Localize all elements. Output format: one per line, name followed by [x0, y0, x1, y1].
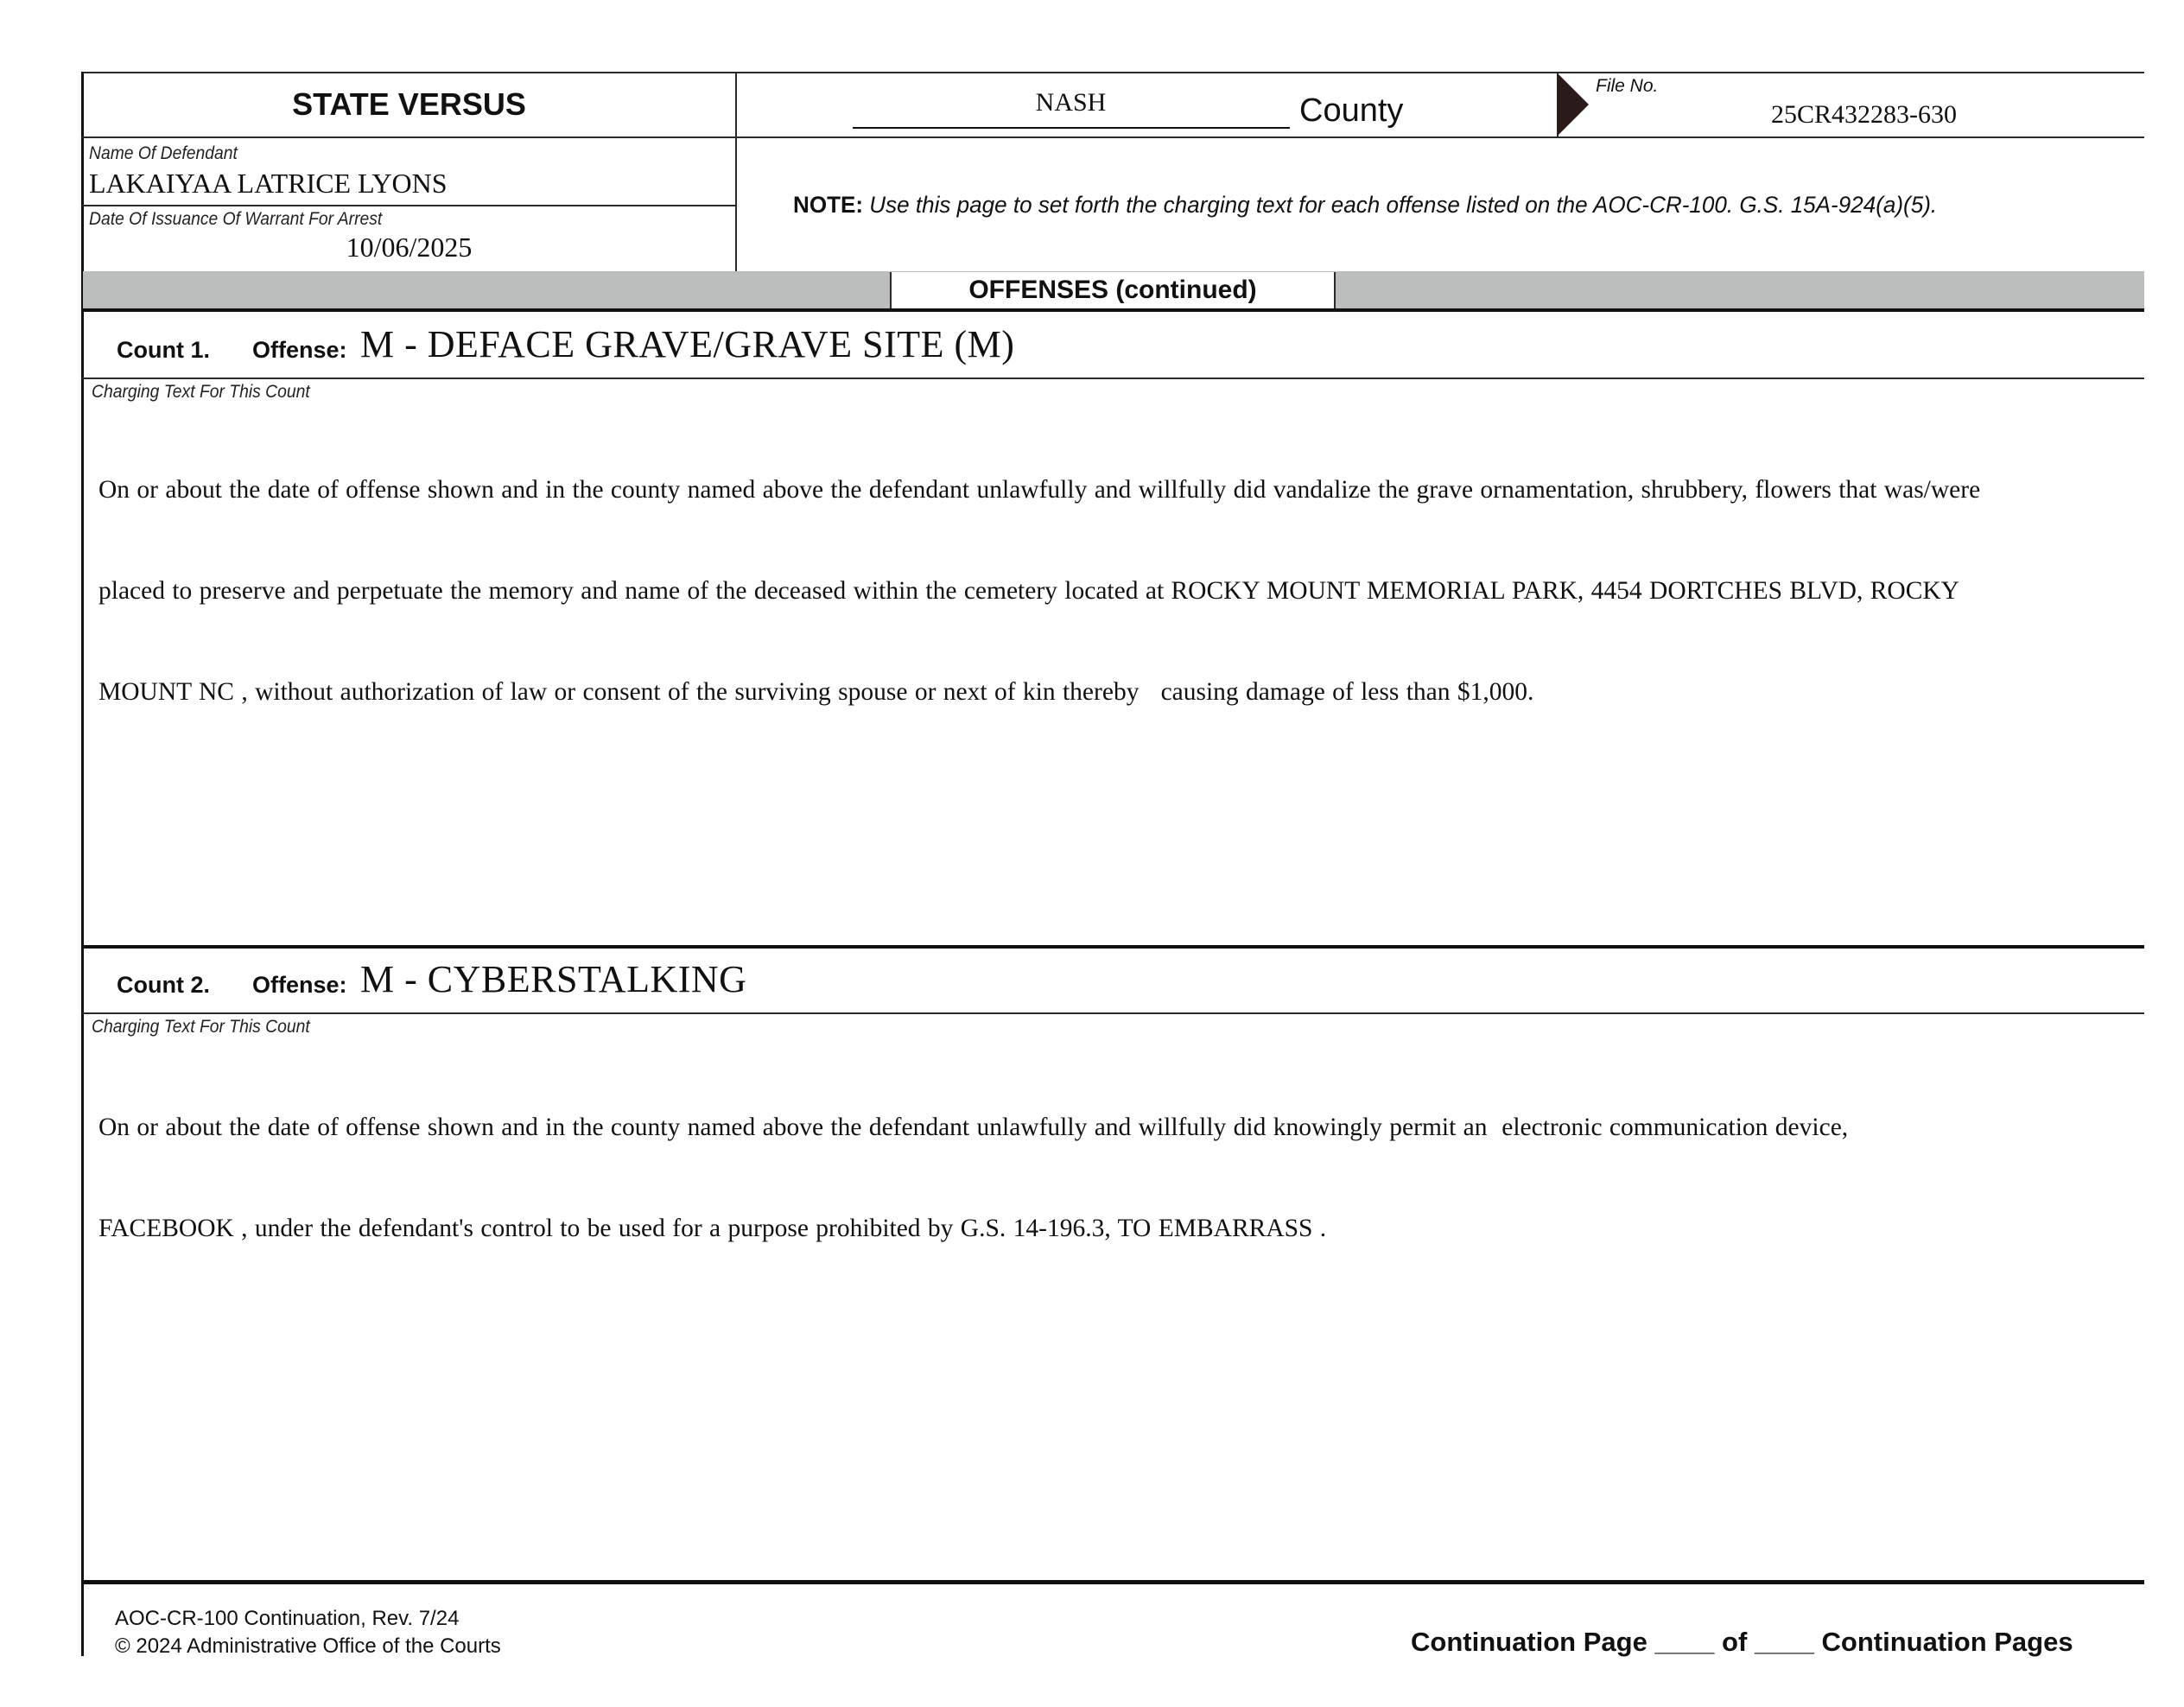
note-text: Use this page to set forth the charging text for each offense listed on the AOC-CR-100. G.S. 15A-924(a)(5).	[863, 192, 1938, 218]
count-1-charging-text	[98, 406, 2146, 777]
form-id: AOC-CR-100 Continuation, Rev. 7/24	[115, 1607, 460, 1630]
continuation-total-blank: ____	[1754, 1627, 1814, 1657]
note-prefix: NOTE:	[793, 192, 864, 218]
continuation-suffix: Continuation Pages	[1821, 1627, 2073, 1657]
name-date-rule	[82, 205, 736, 206]
file-no-label: File No.	[1596, 76, 1659, 96]
count-2-rule	[82, 1012, 2144, 1014]
count-1-charging-label: Charging Text For This Count	[92, 382, 310, 402]
count-1-label: Count 1.	[117, 337, 210, 363]
warrant-date-label: Date Of Issuance Of Warrant For Arrest	[89, 209, 383, 229]
count-1-rule	[82, 378, 2144, 379]
charging-line: On or about the date of offense shown and in the county named above the defendant unlawfully and willfully did knowingly permit an electronic communication device,	[98, 1114, 1849, 1141]
count-1-offense-value: M - DEFACE GRAVE/GRAVE SITE (M)	[360, 323, 1015, 365]
continuation-of: of	[1722, 1627, 1748, 1657]
copyright: © 2024 Administrative Office of the Courts	[115, 1634, 501, 1658]
defendant-name-label: Name Of Defendant	[89, 143, 238, 163]
count-2-charging-text	[98, 1044, 2146, 1313]
count-2-charging-label: Charging Text For This Count	[92, 1017, 310, 1037]
county-underline	[853, 127, 1290, 129]
count-1-offense-label: Offense:	[252, 337, 347, 363]
charging-line: On or about the date of offense shown and in the county named above the defendant unlawfully and willfully did vandalize the grave ornamentation, shrubbery, flowers that was/were	[98, 476, 1981, 504]
charging-line: MOUNT NC , without authorization of law or consent of the surviving spouse or next of kin thereby causing damage of less than $1,000.	[98, 678, 1534, 706]
warrant-date-value: 10/06/2025	[346, 232, 473, 263]
triangle-right-icon	[1558, 73, 1589, 136]
footer-rule	[82, 1580, 2144, 1584]
continuation-page-indicator	[1411, 1627, 2073, 1658]
file-no-value: 25CR432283-630	[1771, 100, 1958, 129]
defendant-name-value: LAKAIYAA LATRICE LYONS	[89, 168, 448, 199]
county-label: County	[1299, 92, 1404, 129]
count-2-offense-value: M - CYBERSTALKING	[360, 958, 747, 1000]
continuation-prefix: Continuation Page	[1411, 1627, 1648, 1657]
offenses-banner-label: OFFENSES (continued)	[890, 272, 1336, 308]
count-2-label: Count 2.	[117, 972, 210, 998]
state-versus-title: STATE VERSUS	[292, 86, 526, 122]
top-rule	[82, 72, 2144, 73]
count-2-offense-label: Offense:	[252, 972, 347, 998]
charging-line: FACEBOOK , under the defendant's control to be used for a purpose prohibited by G.S. 14-196.3, TO EMBARRASS .	[98, 1215, 1327, 1242]
count-divider	[82, 945, 2144, 949]
county-value: NASH	[1035, 88, 1107, 117]
charging-line: placed to preserve and perpetuate the memory and name of the deceased within the cemetery located at ROCKY MOUNT MEMORIAL PARK, 4454 DORTCHES BLVD, ROCKY	[98, 577, 1959, 605]
note	[793, 192, 1937, 219]
header-row-rule	[82, 136, 2144, 138]
continuation-page-blank: ____	[1654, 1627, 1715, 1657]
banner-bottom-rule	[82, 308, 2144, 312]
